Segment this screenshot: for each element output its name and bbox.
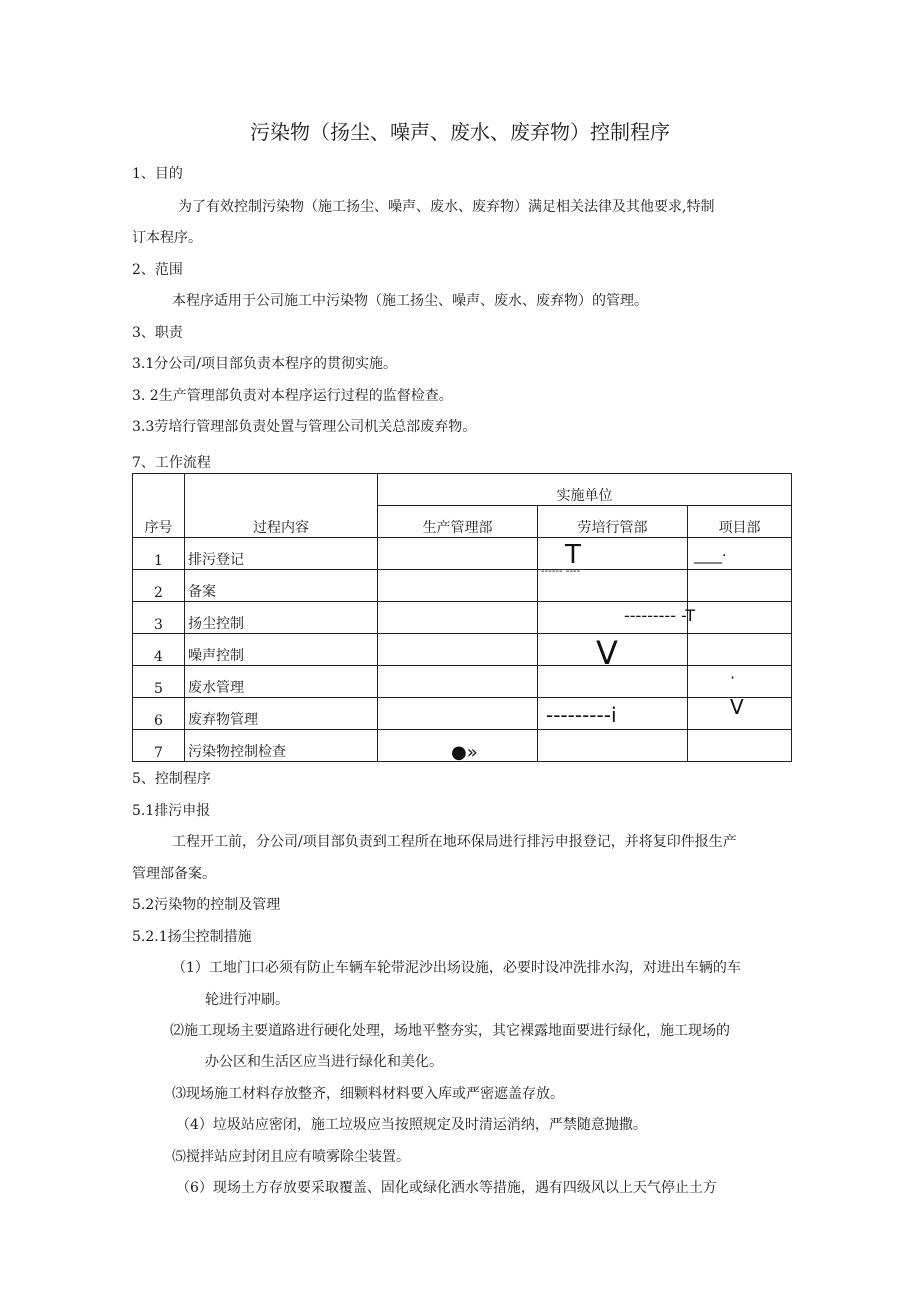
header-project-dept: 项目部: [688, 506, 792, 538]
item-1-line1: （1）工地门口必须有防止车辆车轮带泥沙出场设施，必要时设冲洗排水沟，对进出车辆的车: [172, 960, 741, 976]
section-2-heading: 2、范围: [132, 262, 183, 278]
header-production-dept: 生产管理部: [378, 506, 538, 538]
row-no: 3: [133, 602, 185, 634]
flow-mark-v-small: V: [730, 695, 744, 719]
flow-mark-dash-i: ---------i: [546, 703, 617, 727]
item-1-line2: 轮进行冲刷。: [205, 992, 289, 1008]
table-header-row: [133, 474, 792, 506]
section-5-2-1: 5.2.1扬尘控制措施: [132, 929, 252, 945]
row-name: 排污登记: [185, 538, 378, 570]
flow-mark-v: V: [596, 634, 618, 672]
document-title: 污染物（扬尘、噪声、废水、废弃物）控制程序: [250, 120, 670, 144]
section-7-heading: 7、工作流程: [132, 455, 211, 471]
table-row: [133, 634, 792, 666]
item-3: ⑶现场施工材料存放整齐，细颗料材料要入库或严密遮盖存放。: [172, 1086, 564, 1102]
header-units: 实施单位: [378, 474, 792, 506]
row-no: 1: [133, 538, 185, 570]
flow-mark-dashes: ------ ----: [541, 566, 581, 577]
flow-mark-bullet: ●»: [451, 742, 478, 763]
section-5-1-text-line2: 管理部备案。: [132, 866, 216, 882]
row-name: 噪声控制: [185, 634, 378, 666]
section-5-heading: 5、控制程序: [132, 771, 211, 787]
item-5: ⑸搅拌站应封闭且应有喷雾除尘装置。: [172, 1149, 410, 1165]
section-2-text: 本程序适用于公司施工中污染物（施工扬尘、噪声、废水、废弃物）的管理。: [172, 293, 648, 309]
row-name: 废水管理: [185, 666, 378, 698]
section-5-2: 5.2污染物的控制及管理: [132, 897, 281, 913]
section-3-heading: 3、职责: [132, 325, 183, 341]
row-no: 5: [133, 666, 185, 698]
section-5-1-text-line1: 工程开工前，分公司/项目部负责到工程所在地环保局进行排污申报登记，并将复印件报生产: [172, 834, 737, 850]
table-row: [133, 698, 792, 730]
item-4: （4）垃圾站应密闭，施工垃圾应当按照规定及时清运消纳，严禁随意抛撒。: [176, 1117, 647, 1133]
row-name: 扬尘控制: [185, 602, 378, 634]
flow-mark-dot-line: ____·: [694, 548, 727, 564]
section-1-text-line2: 订本程序。: [132, 230, 202, 246]
section-1-heading: 1、目的: [132, 166, 183, 182]
section-3-1: 3.1分公司/项目部负责本程序的贯彻实施。: [132, 356, 397, 372]
table-row: [133, 570, 792, 602]
section-3-3: 3.3劳培行管理部负责处置与管理公司机关总部废弃物。: [132, 419, 477, 435]
row-no: 6: [133, 698, 185, 730]
section-5-1: 5.1排污申报: [132, 803, 211, 819]
header-content: 过程内容: [185, 474, 378, 538]
header-no: 序号: [133, 474, 185, 538]
row-name: 废弃物管理: [185, 698, 378, 730]
flow-mark-t: T: [565, 540, 581, 570]
row-name: 污染物控制检查: [185, 730, 378, 762]
flow-mark-dot: ·: [730, 668, 736, 687]
row-no: 4: [133, 634, 185, 666]
item-2-line1: ⑵施工现场主要道路进行硬化处理，场地平整夯实，其它裸露地面要进行绿化，施工现场的: [170, 1023, 730, 1039]
item-6: （6）现场土方存放要采取覆盖、固化或绿化洒水等措施，遇有四级风以上天气停止土方: [176, 1180, 717, 1196]
item-2-line2: 办公区和生活区应当进行绿化和美化。: [205, 1054, 443, 1070]
table-row: [133, 538, 792, 570]
table-row: [133, 666, 792, 698]
row-name: 备案: [185, 570, 378, 602]
row-no: 2: [133, 570, 185, 602]
section-1-text-line1: 为了有效控制污染物（施工扬尘、噪声、废水、废弃物）满足相关法律及其他要求,特制: [178, 199, 715, 215]
section-3-2: 3. 2生产管理部负责对本程序运行过程的监督检查。: [132, 388, 453, 404]
header-labor-dept: 劳培行管部: [538, 506, 688, 538]
flow-mark-dash-t: --------- -T: [624, 606, 696, 625]
row-no: 7: [133, 730, 185, 762]
